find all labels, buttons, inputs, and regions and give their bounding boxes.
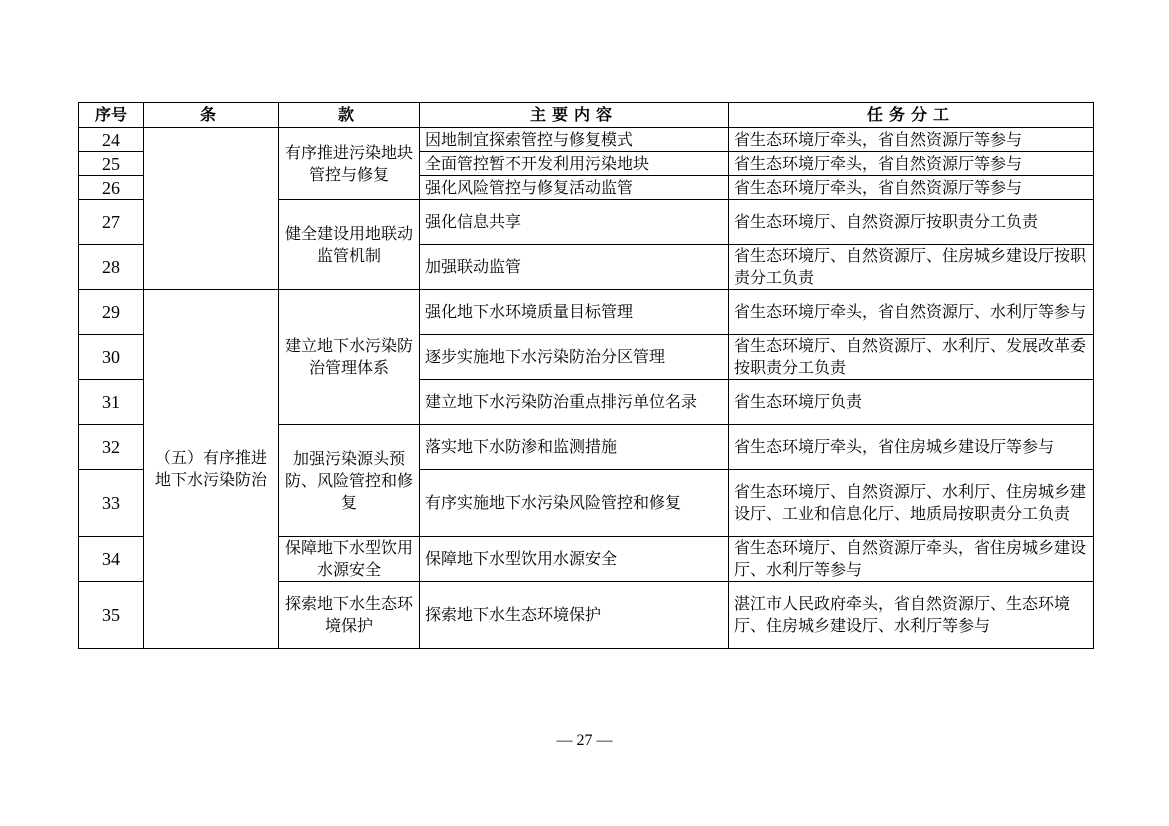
task-cell: 省生态环境厅、自然资源厅、水利厅、发展改革委按职责分工负责 <box>729 335 1094 380</box>
row-number: 26 <box>79 176 144 200</box>
task-cell: 省生态环境厅牵头，省自然资源厅等参与 <box>729 128 1094 152</box>
content-cell: 逐步实施地下水污染防治分区管理 <box>420 335 729 380</box>
row-number: 33 <box>79 470 144 537</box>
row-number: 29 <box>79 290 144 335</box>
task-cell: 省生态环境厅、自然资源厅按职责分工负责 <box>729 200 1094 245</box>
task-cell: 湛江市人民政府牵头，省自然资源厅、生态环境厅、住房城乡建设厅、水利厅等参与 <box>729 582 1094 649</box>
task-cell: 省生态环境厅牵头，省自然资源厅、水利厅等参与 <box>729 290 1094 335</box>
task-cell: 省生态环境厅负责 <box>729 380 1094 425</box>
row-number: 28 <box>79 245 144 290</box>
task-cell: 省生态环境厅牵头，省住房城乡建设厅等参与 <box>729 425 1094 470</box>
content-cell: 建立地下水污染防治重点排污单位名录 <box>420 380 729 425</box>
clause-cell: 探索地下水生态环境保护 <box>279 582 420 649</box>
table-row <box>79 290 1094 335</box>
task-cell: 省生态环境厅牵头，省自然资源厅等参与 <box>729 176 1094 200</box>
content-cell: 全面管控暂不开发利用污染地块 <box>420 152 729 176</box>
task-cell: 省生态环境厅、自然资源厅牵头，省住房城乡建设厅、水利厅等参与 <box>729 537 1094 582</box>
content-cell: 有序实施地下水污染风险管控和修复 <box>420 470 729 537</box>
row-number: 30 <box>79 335 144 380</box>
clause-cell: 建立地下水污染防治管理体系 <box>279 290 420 425</box>
header-task: 任务分工 <box>729 103 1094 128</box>
content-cell: 强化信息共享 <box>420 200 729 245</box>
table-header-row <box>79 103 1094 128</box>
header-clause: 款 <box>279 103 420 128</box>
row-number: 31 <box>79 380 144 425</box>
clause-cell: 保障地下水型饮用水源安全 <box>279 537 420 582</box>
row-number: 24 <box>79 128 144 152</box>
article-cell: （五）有序推进地下水污染防治 <box>144 290 279 649</box>
header-content: 主要内容 <box>420 103 729 128</box>
row-number: 32 <box>79 425 144 470</box>
content-cell: 探索地下水生态环境保护 <box>420 582 729 649</box>
table-row <box>79 128 1094 152</box>
clause-cell: 有序推进污染地块管控与修复 <box>279 128 420 200</box>
clause-cell: 加强污染源头预防、风险管控和修复 <box>279 425 420 537</box>
row-number: 34 <box>79 537 144 582</box>
content-cell: 强化地下水环境质量目标管理 <box>420 290 729 335</box>
article-cell-empty <box>144 128 279 290</box>
clause-cell: 健全建设用地联动监管机制 <box>279 200 420 290</box>
task-cell: 省生态环境厅、自然资源厅、水利厅、住房城乡建设厅、工业和信息化厅、地质局按职责分工负责 <box>729 470 1094 537</box>
row-number: 35 <box>79 582 144 649</box>
row-number: 27 <box>79 200 144 245</box>
task-cell: 省生态环境厅、自然资源厅、住房城乡建设厅按职责分工负责 <box>729 245 1094 290</box>
page-number: — 27 — <box>556 732 613 749</box>
task-table <box>78 102 1094 649</box>
content-cell: 落实地下水防渗和监测措施 <box>420 425 729 470</box>
header-seq: 序号 <box>79 103 144 128</box>
row-number: 25 <box>79 152 144 176</box>
content-cell: 加强联动监管 <box>420 245 729 290</box>
header-article: 条 <box>144 103 279 128</box>
task-cell: 省生态环境厅牵头，省自然资源厅等参与 <box>729 152 1094 176</box>
content-cell: 因地制宜探索管控与修复模式 <box>420 128 729 152</box>
content-cell: 保障地下水型饮用水源安全 <box>420 537 729 582</box>
content-cell: 强化风险管控与修复活动监管 <box>420 176 729 200</box>
